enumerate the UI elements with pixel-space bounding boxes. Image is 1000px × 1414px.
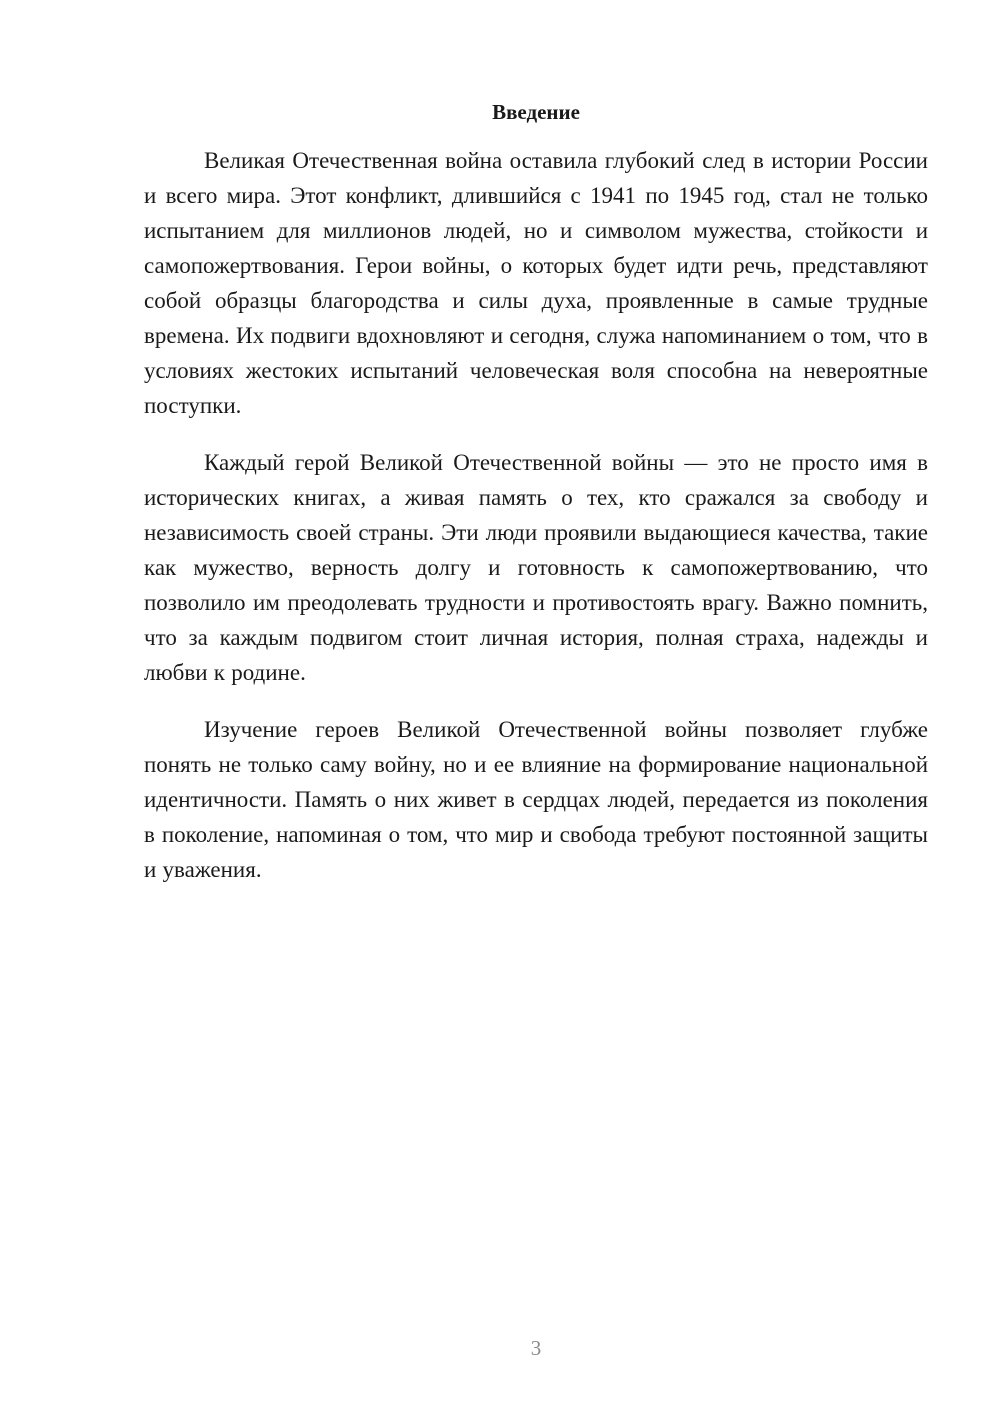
paragraph-1: Великая Отечественная война оставила глубокий след в истории России и всего мира. Этот конфликт, длившийся с 1941 по 1945 год, стал не только испытанием для миллионов людей, но и символом мужества, стойкости и самопожертвования. Герои войны, о которых будет идти речь, представляют собой образцы благородства и силы духа, проявленные в самые трудные времена. Их подвиги вдохновляют и сегодня, служа напоминанием о том, что в условиях жестоких испытаний человеческая воля способна на невероятные поступки.	[144, 148, 928, 418]
paragraph-2: Каждый герой Великой Отечественной войны — это не просто имя в исторических книгах, а живая память о тех, кто сражался за свободу и независимость своей страны. Эти люди проявили выдающиеся качества, такие как мужество, верность долгу и готовность к самопожертвованию, что позволило им преодолевать трудности и противостоять врагу. Важно помнить, что за каждым подвигом стоит личная история, полная страха, надежды и любви к родине.	[144, 450, 928, 685]
page-number: 3	[530, 1336, 542, 1360]
body-text	[144, 143, 928, 909]
paragraph-3: Изучение героев Великой Отечественной войны позволяет глубже понять не только саму войну, но и ее влияние на формирование национальной идентичности. Память о них живет в сердцах людей, передается из поколения в поколение, напоминая о том, что мир и свобода требуют постоянной защиты и уважения.	[144, 717, 928, 882]
section-heading: Введение	[492, 100, 580, 124]
